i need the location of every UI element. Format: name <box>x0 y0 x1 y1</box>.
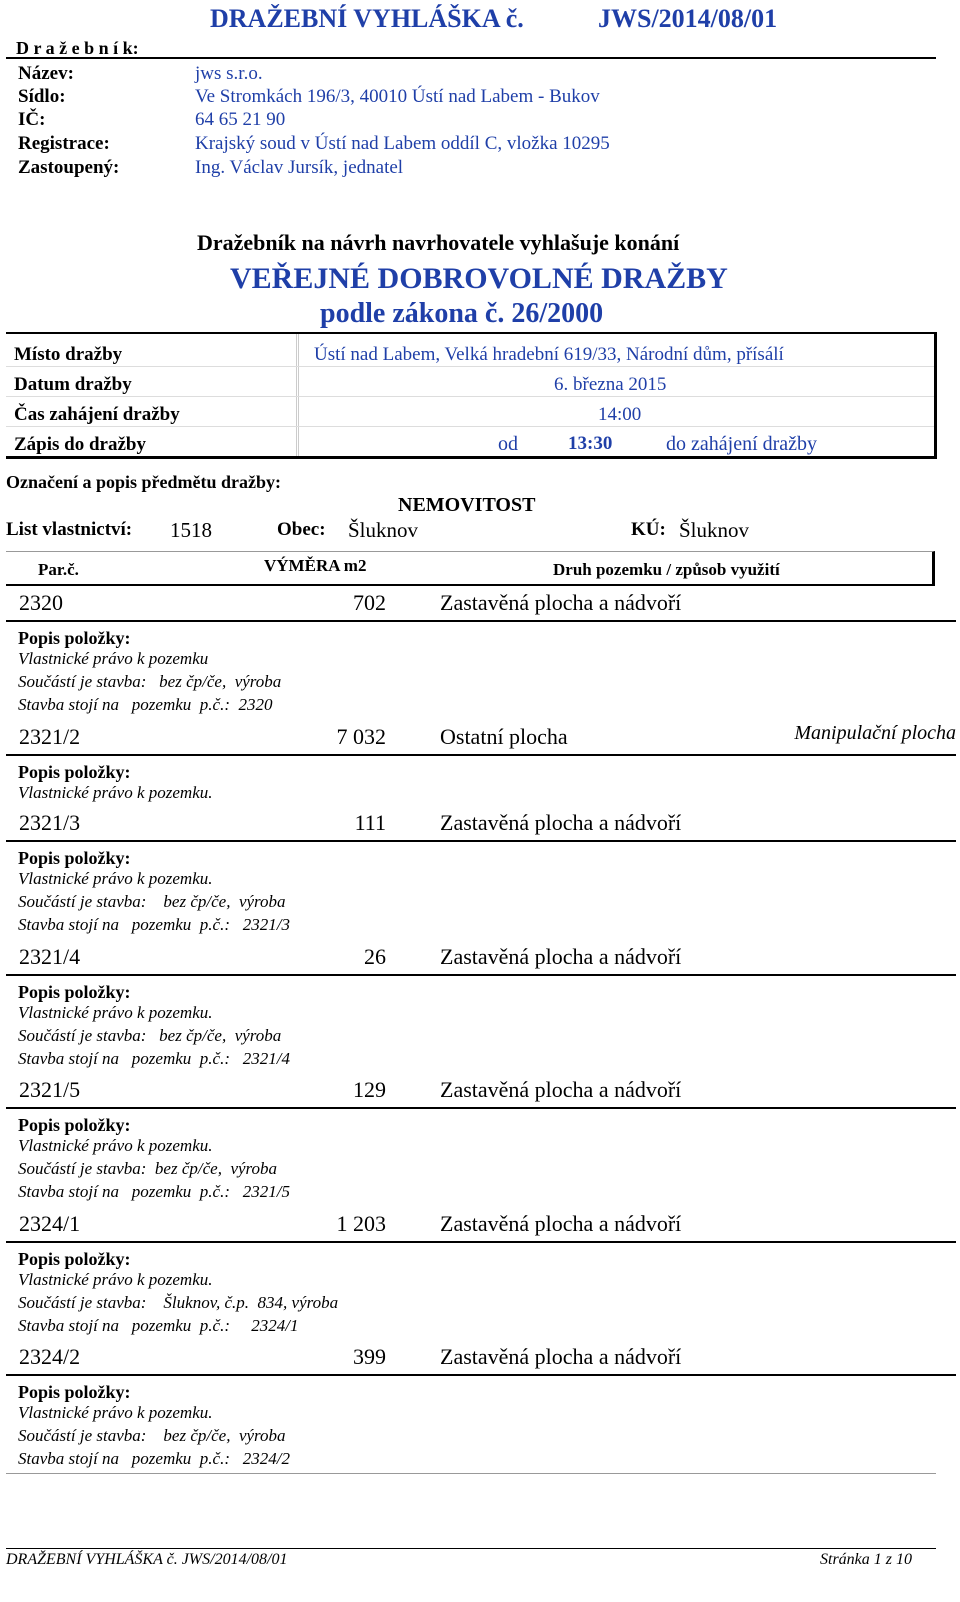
parcel-area: 129 <box>353 1077 386 1102</box>
time-label: Čas zahájení dražby <box>14 404 180 425</box>
parcel-kind: Zastavěná plocha a nádvoří <box>440 1077 682 1102</box>
registration-label: Zápis do dražby <box>14 434 146 455</box>
time-value: 14:00 <box>598 404 642 425</box>
table-header <box>6 551 935 586</box>
parcel-kind: Zastavěná plocha a nádvoří <box>440 1211 682 1236</box>
col-header-par: Par.č. <box>38 560 79 579</box>
item-description-label: Popis položky: <box>18 982 131 1002</box>
item-description-label: Popis položky: <box>18 1249 131 1269</box>
parcel-use: Manipulační plocha <box>794 722 956 744</box>
footer-divider <box>6 1548 936 1549</box>
table-end-line <box>6 1473 936 1474</box>
auctioneer-value-represented: Ing. Václav Jursík, jednatel <box>195 157 404 178</box>
parcel-number: 2324/2 <box>19 1344 81 1369</box>
subject-heading: Označení a popis předmětu dražby: <box>6 472 282 492</box>
item-description-line: Součástí je stavba: bez čp/če, výroba <box>18 1026 282 1045</box>
item-description-line: Součástí je stavba: Šluknov, č.p. 834, výroba <box>18 1293 339 1312</box>
registration-from: od <box>498 433 518 455</box>
parcel-area: 7 032 <box>336 724 386 749</box>
date-label: Datum dražby <box>14 374 132 395</box>
item-description-line: Součástí je stavba: bez čp/če, výroba <box>18 1426 286 1445</box>
parcel-kind: Ostatní plocha <box>440 724 568 749</box>
item-description-line: Vlastnické právo k pozemku. <box>18 1136 213 1155</box>
subject-type: NEMOVITOST <box>398 494 536 516</box>
table-row <box>6 720 956 756</box>
auctioneer-label-ic: IČ: <box>18 109 46 130</box>
document-number: JWS/2014/08/01 <box>598 4 778 33</box>
table-row <box>6 1073 956 1109</box>
parcel-kind: Zastavěná plocha a nádvoří <box>440 1344 682 1369</box>
item-description-line: Vlastnické právo k pozemku <box>18 649 209 668</box>
item-description-label: Popis položky: <box>18 762 131 782</box>
document-title: DRAŽEBNÍ VYHLÁŠKA č. <box>210 4 524 33</box>
registration-time: 13:30 <box>568 433 613 454</box>
col-header-kind: Druh pozemku / způsob využití <box>553 560 780 579</box>
obec-label: Obec: <box>277 519 326 540</box>
item-description-label: Popis položky: <box>18 628 131 648</box>
parcel-number: 2321/3 <box>19 810 81 835</box>
auctioneer-label-represented: Zastoupený: <box>18 157 120 178</box>
header-divider <box>6 57 936 59</box>
parcel-kind: Zastavěná plocha a nádvoří <box>440 590 682 615</box>
ku-label: KÚ: <box>631 519 666 540</box>
announcement-line1: Dražebník na návrh navrhovatele vyhlašuje konání <box>197 230 680 255</box>
parcel-number: 2321/2 <box>19 724 81 749</box>
parcel-area: 702 <box>353 590 386 615</box>
auctioneer-value-seat: Ve Stromkách 196/3, 40010 Ústí nad Labem - Bukov <box>195 86 600 107</box>
place-value: Ústí nad Labem, Velká hradební 619/33, Národní dům, přísálí <box>314 344 784 365</box>
ku-value: Šluknov <box>679 518 750 542</box>
auctioneer-label-name: Název: <box>18 63 74 84</box>
lv-label: List vlastnictví: <box>6 519 133 540</box>
item-description-line: Stavba stojí na pozemku p.č.: 2321/4 <box>18 1049 290 1068</box>
footer-left: DRAŽEBNÍ VYHLÁŠKA č. JWS/2014/08/01 <box>6 1551 288 1568</box>
announcement-line2: VEŘEJNÉ DOBROVOLNÉ DRAŽBY <box>230 262 728 295</box>
table-row <box>6 1207 956 1243</box>
info-box-divider <box>296 334 299 456</box>
auctioneer-value-ic: 64 65 21 90 <box>195 109 286 130</box>
item-description-line: Vlastnické právo k pozemku. <box>18 1003 213 1022</box>
table-row <box>6 940 956 976</box>
parcel-kind: Zastavěná plocha a nádvoří <box>440 944 682 969</box>
table-row <box>6 586 956 622</box>
lv-value: 1518 <box>170 518 212 542</box>
announcement-line3: podle zákona č. 26/2000 <box>320 298 604 329</box>
auctioneer-value-registration: Krajský soud v Ústí nad Labem oddíl C, vložka 10295 <box>195 133 610 154</box>
place-label: Místo dražby <box>14 344 123 365</box>
info-row-line <box>6 426 934 427</box>
parcel-number: 2320 <box>19 590 63 615</box>
col-header-area: VÝMĚRA m2 <box>264 556 367 575</box>
date-value: 6. března 2015 <box>554 374 667 395</box>
item-description-line: Součástí je stavba: bez čp/če, výroba <box>18 1159 278 1178</box>
auctioneer-label-seat: Sídlo: <box>18 86 66 107</box>
item-description-line: Stavba stojí na pozemku p.č.: 2320 <box>18 695 273 714</box>
auctioneer-label-registration: Registrace: <box>18 133 110 154</box>
item-description-line: Vlastnické právo k pozemku. <box>18 1270 213 1289</box>
item-description-line: Vlastnické právo k pozemku. <box>18 869 213 888</box>
item-description-line: Stavba stojí na pozemku p.č.: 2324/2 <box>18 1449 290 1468</box>
parcel-area: 399 <box>353 1344 386 1369</box>
item-description-label: Popis položky: <box>18 1115 131 1135</box>
item-description-label: Popis položky: <box>18 1382 131 1402</box>
parcel-number: 2324/1 <box>19 1211 81 1236</box>
parcel-number: 2321/5 <box>19 1077 81 1102</box>
obec-value: Šluknov <box>348 518 419 542</box>
table-row <box>6 1340 956 1376</box>
table-row <box>6 806 956 842</box>
auctioneer-section-label: D r a ž e b n í k: <box>16 38 139 58</box>
parcel-kind: Zastavěná plocha a nádvoří <box>440 810 682 835</box>
parcel-area: 111 <box>354 810 386 835</box>
parcel-number: 2321/4 <box>19 944 81 969</box>
parcel-area: 26 <box>364 944 386 969</box>
item-description-line: Vlastnické právo k pozemku. <box>18 1403 213 1422</box>
item-description-line: Stavba stojí na pozemku p.č.: 2321/3 <box>18 915 290 934</box>
item-description-line: Stavba stojí na pozemku p.č.: 2321/5 <box>18 1182 290 1201</box>
item-description-line: Součástí je stavba: bez čp/če, výroba <box>18 892 286 911</box>
item-description-label: Popis položky: <box>18 848 131 868</box>
item-description-line: Vlastnické právo k pozemku. <box>18 783 213 802</box>
auction-info-box <box>6 332 937 459</box>
item-description-line: Stavba stojí na pozemku p.č.: 2324/1 <box>18 1316 299 1335</box>
registration-until: do zahájení dražby <box>666 433 818 455</box>
footer-page: Stránka 1 z 10 <box>820 1551 912 1568</box>
parcel-area: 1 203 <box>336 1211 386 1236</box>
info-row-line <box>6 396 934 397</box>
item-description-line: Součástí je stavba: bez čp/če, výroba <box>18 672 282 691</box>
info-row-line <box>6 366 934 367</box>
auctioneer-value-name: jws s.r.o. <box>195 63 263 84</box>
